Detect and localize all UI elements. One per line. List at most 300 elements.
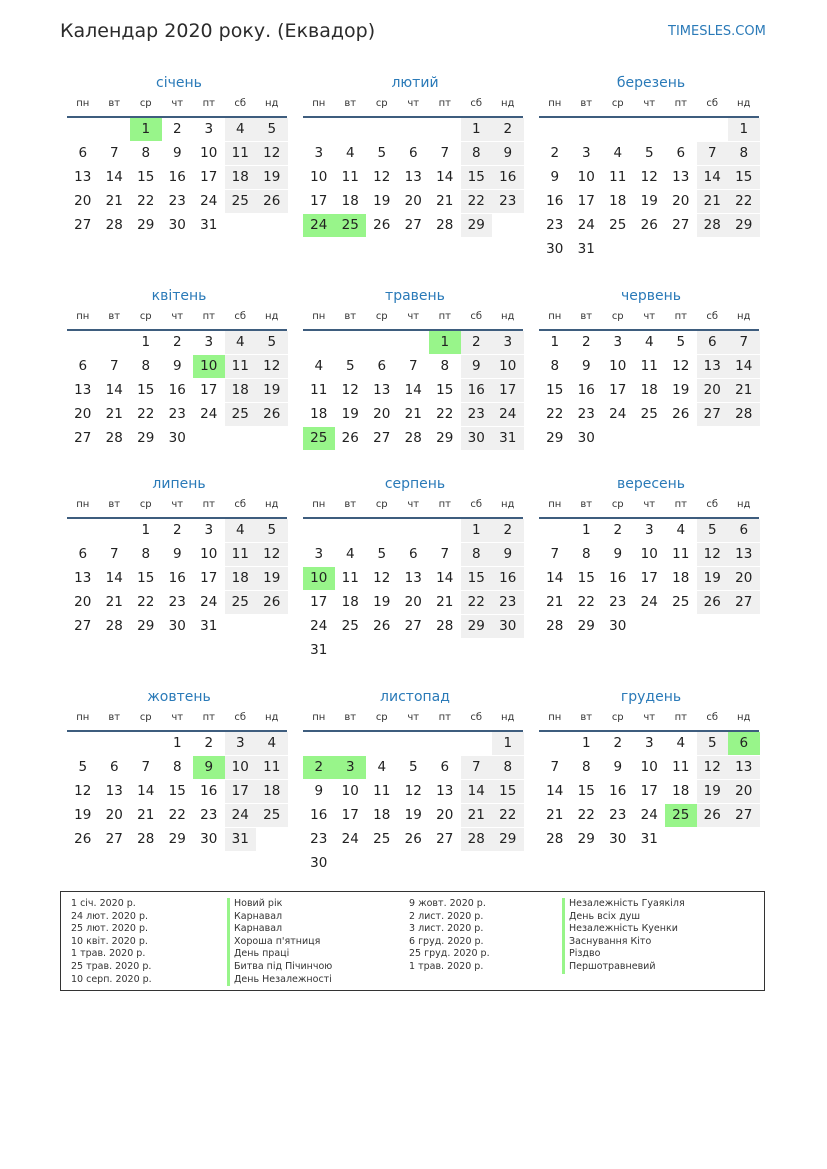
day-cell: 1 bbox=[141, 522, 151, 538]
weekday-label: пн bbox=[548, 98, 562, 109]
day-cell: 3 bbox=[581, 145, 591, 161]
day-cell: 18 bbox=[640, 382, 658, 398]
day-cell: 9 bbox=[492, 543, 524, 566]
weekday-label: пн bbox=[312, 499, 326, 510]
day-cell: 17 bbox=[225, 780, 257, 803]
day-cell: 8 bbox=[581, 759, 591, 775]
day-cell: 25 bbox=[609, 217, 627, 233]
day-cell: 19 bbox=[640, 193, 658, 209]
day-cell: 5 bbox=[345, 358, 355, 374]
weekday-label: пт bbox=[202, 712, 215, 723]
day-cell: 17 bbox=[492, 379, 524, 402]
holiday-day: 10 bbox=[193, 355, 225, 378]
day-cell: 25 bbox=[373, 831, 391, 847]
day-cell: 14 bbox=[105, 169, 123, 185]
day-cell: 1 bbox=[141, 334, 151, 350]
weekday-label: чт bbox=[643, 499, 656, 510]
month-name: березень bbox=[616, 75, 686, 91]
day-cell: 17 bbox=[200, 382, 218, 398]
day-cell: 22 bbox=[436, 406, 454, 422]
site-link[interactable]: TIMESLES.COM bbox=[668, 24, 766, 39]
day-cell: 23 bbox=[492, 591, 524, 614]
day-cell: 1 bbox=[581, 735, 591, 751]
day-cell: 31 bbox=[492, 427, 524, 450]
day-cell: 24 bbox=[640, 807, 658, 823]
day-cell: 27 bbox=[404, 618, 422, 634]
weekday-label: ср bbox=[139, 712, 152, 723]
weekday-label: чт bbox=[407, 311, 420, 322]
month-name: вересень bbox=[616, 476, 686, 492]
day-cell: 20 bbox=[74, 193, 92, 209]
legend-entry: Хороша п'ятниця bbox=[227, 936, 332, 949]
weekday-label: чт bbox=[407, 499, 420, 510]
day-cell: 3 bbox=[644, 735, 654, 751]
month-name: жовтень bbox=[147, 689, 211, 705]
day-cell: 5 bbox=[644, 145, 654, 161]
legend-entry: Новий рік bbox=[227, 898, 332, 911]
day-cell: 31 bbox=[200, 217, 218, 233]
day-cell: 4 bbox=[225, 519, 257, 542]
day-cell: 27 bbox=[105, 831, 123, 847]
day-cell: 2 bbox=[492, 118, 524, 141]
day-cell: 9 bbox=[461, 355, 493, 378]
day-cell: 29 bbox=[728, 214, 760, 237]
day-cell: 1 bbox=[550, 334, 560, 350]
legend-entry: 3 лист. 2020 р. bbox=[409, 923, 484, 935]
day-cell: 30 bbox=[577, 430, 595, 446]
day-cell: 16 bbox=[609, 570, 627, 586]
legend-entry: Незалежність Гуаякіля bbox=[562, 898, 685, 911]
day-cell: 21 bbox=[436, 594, 454, 610]
legend-entry: 10 квіт. 2020 р. bbox=[71, 935, 148, 947]
weekday-label: пн bbox=[76, 98, 90, 109]
day-cell: 17 bbox=[200, 570, 218, 586]
holiday-day: 25 bbox=[303, 427, 335, 450]
legend-names-col-2 bbox=[562, 898, 685, 974]
day-cell: 6 bbox=[78, 145, 88, 161]
day-cell: 24 bbox=[200, 193, 218, 209]
day-cell: 28 bbox=[436, 618, 454, 634]
day-cell: 9 bbox=[172, 145, 182, 161]
day-cell: 22 bbox=[577, 594, 595, 610]
day-cell: 3 bbox=[314, 145, 324, 161]
day-cell: 26 bbox=[640, 217, 658, 233]
legend-dates-col-2 bbox=[409, 898, 490, 974]
day-cell: 6 bbox=[408, 145, 418, 161]
day-cell: 15 bbox=[461, 567, 493, 590]
day-cell: 14 bbox=[728, 355, 760, 378]
day-cell: 18 bbox=[225, 166, 257, 189]
weekday-label: сб bbox=[706, 311, 719, 322]
day-cell: 14 bbox=[404, 382, 422, 398]
day-cell: 17 bbox=[200, 169, 218, 185]
day-cell: 19 bbox=[373, 594, 391, 610]
weekday-label: чт bbox=[643, 98, 656, 109]
day-cell: 10 bbox=[640, 546, 658, 562]
day-cell: 20 bbox=[105, 807, 123, 823]
weekday-label: нд bbox=[737, 98, 751, 109]
day-cell: 23 bbox=[168, 193, 186, 209]
day-cell: 11 bbox=[341, 570, 359, 586]
day-cell: 2 bbox=[492, 519, 524, 542]
day-cell: 30 bbox=[168, 217, 186, 233]
day-cell: 2 bbox=[581, 334, 591, 350]
weekday-label: ср bbox=[139, 311, 152, 322]
day-cell: 12 bbox=[640, 169, 658, 185]
day-cell: 6 bbox=[676, 145, 686, 161]
day-cell: 13 bbox=[74, 382, 92, 398]
day-cell: 19 bbox=[256, 379, 288, 402]
day-cell: 6 bbox=[408, 546, 418, 562]
day-cell: 4 bbox=[644, 334, 654, 350]
day-cell: 20 bbox=[404, 193, 422, 209]
day-cell: 7 bbox=[109, 546, 119, 562]
weekday-label: сб bbox=[234, 712, 247, 723]
day-cell: 6 bbox=[78, 546, 88, 562]
day-cell: 21 bbox=[105, 406, 123, 422]
day-cell: 21 bbox=[728, 379, 760, 402]
weekday-label: вт bbox=[344, 98, 357, 109]
day-cell: 12 bbox=[672, 358, 690, 374]
day-cell: 8 bbox=[492, 756, 524, 779]
day-cell: 21 bbox=[137, 807, 155, 823]
day-cell: 18 bbox=[225, 379, 257, 402]
day-cell: 6 bbox=[697, 331, 729, 354]
day-cell: 28 bbox=[436, 217, 454, 233]
weekday-label: ср bbox=[139, 499, 152, 510]
holiday-day: 9 bbox=[193, 756, 225, 779]
day-cell: 15 bbox=[168, 783, 186, 799]
day-cell: 7 bbox=[550, 546, 560, 562]
legend-entry: 25 трав. 2020 р. bbox=[71, 960, 152, 972]
day-cell: 13 bbox=[74, 570, 92, 586]
day-cell: 1 bbox=[581, 522, 591, 538]
weekday-label: чт bbox=[171, 712, 184, 723]
day-cell: 4 bbox=[314, 358, 324, 374]
day-cell: 14 bbox=[546, 783, 564, 799]
weekday-label: пн bbox=[76, 712, 90, 723]
day-cell: 12 bbox=[341, 382, 359, 398]
day-cell: 26 bbox=[256, 403, 288, 426]
day-cell: 24 bbox=[341, 831, 359, 847]
legend-entry: Першотравневий bbox=[562, 961, 685, 974]
day-cell: 21 bbox=[105, 594, 123, 610]
day-cell: 10 bbox=[609, 358, 627, 374]
day-cell: 27 bbox=[697, 403, 729, 426]
day-cell: 14 bbox=[137, 783, 155, 799]
day-cell: 28 bbox=[105, 430, 123, 446]
legend-entry: 2 лист. 2020 р. bbox=[409, 910, 484, 922]
legend-entry: 25 лют. 2020 р. bbox=[71, 923, 148, 935]
day-cell: 19 bbox=[256, 567, 288, 590]
legend-entry: 1 трав. 2020 р. bbox=[409, 960, 484, 972]
day-cell: 7 bbox=[440, 546, 450, 562]
weekday-label: ср bbox=[611, 712, 624, 723]
day-cell: 5 bbox=[256, 331, 288, 354]
day-cell: 12 bbox=[373, 570, 391, 586]
day-cell: 12 bbox=[74, 783, 92, 799]
day-cell: 2 bbox=[172, 334, 182, 350]
day-cell: 11 bbox=[310, 382, 328, 398]
weekday-label: чт bbox=[171, 499, 184, 510]
day-cell: 12 bbox=[373, 169, 391, 185]
weekday-label: чт bbox=[643, 712, 656, 723]
day-cell: 15 bbox=[728, 166, 760, 189]
legend-entry: 6 груд. 2020 р. bbox=[409, 935, 484, 947]
legend-entry: Битва під Пічинчою bbox=[227, 961, 332, 974]
weekday-label: вт bbox=[108, 311, 121, 322]
day-cell: 11 bbox=[640, 358, 658, 374]
day-cell: 16 bbox=[461, 379, 493, 402]
day-cell: 23 bbox=[168, 406, 186, 422]
day-cell: 11 bbox=[672, 546, 690, 562]
month-name: листопад bbox=[380, 689, 450, 705]
day-cell: 1 bbox=[728, 118, 760, 141]
day-cell: 16 bbox=[168, 570, 186, 586]
month-name: січень bbox=[156, 75, 202, 91]
day-cell: 1 bbox=[461, 118, 493, 141]
day-cell: 15 bbox=[546, 382, 564, 398]
weekday-label: пт bbox=[438, 98, 451, 109]
day-cell: 29 bbox=[137, 217, 155, 233]
weekday-label: пн bbox=[312, 98, 326, 109]
day-cell: 3 bbox=[204, 522, 214, 538]
month-name: грудень bbox=[620, 689, 682, 705]
weekday-label: вт bbox=[108, 712, 121, 723]
holiday-day: 25 bbox=[665, 804, 697, 827]
day-cell: 17 bbox=[341, 807, 359, 823]
day-cell: 2 bbox=[613, 735, 623, 751]
day-cell: 12 bbox=[256, 142, 288, 165]
day-cell: 18 bbox=[225, 567, 257, 590]
day-cell: 20 bbox=[74, 406, 92, 422]
weekday-label: чт bbox=[407, 98, 420, 109]
weekday-label: пт bbox=[674, 499, 687, 510]
month-name: лютий bbox=[391, 75, 439, 91]
day-cell: 4 bbox=[613, 145, 623, 161]
weekday-label: нд bbox=[265, 499, 279, 510]
day-cell: 15 bbox=[137, 169, 155, 185]
page-title: Календар 2020 року. (Еквадор) bbox=[60, 20, 376, 42]
weekday-label: пт bbox=[674, 98, 687, 109]
day-cell: 17 bbox=[609, 382, 627, 398]
day-cell: 13 bbox=[105, 783, 123, 799]
weekday-label: сб bbox=[706, 499, 719, 510]
weekday-label: сб bbox=[234, 98, 247, 109]
day-cell: 13 bbox=[728, 543, 760, 566]
day-cell: 23 bbox=[168, 594, 186, 610]
day-cell: 28 bbox=[728, 403, 760, 426]
day-cell: 31 bbox=[577, 241, 595, 257]
day-cell: 13 bbox=[373, 382, 391, 398]
day-cell: 28 bbox=[137, 831, 155, 847]
day-cell: 23 bbox=[609, 807, 627, 823]
weekday-label: вт bbox=[108, 499, 121, 510]
day-cell: 17 bbox=[577, 193, 595, 209]
weekday-label: ср bbox=[611, 311, 624, 322]
weekday-label: ср bbox=[139, 98, 152, 109]
day-cell: 11 bbox=[225, 543, 257, 566]
legend-entry: 9 жовт. 2020 р. bbox=[409, 898, 486, 909]
month-name: червень bbox=[620, 288, 682, 304]
day-cell: 16 bbox=[310, 807, 328, 823]
weekday-label: пн bbox=[548, 712, 562, 723]
month-name: травень bbox=[385, 288, 445, 304]
day-cell: 23 bbox=[492, 190, 524, 213]
day-cell: 24 bbox=[310, 618, 328, 634]
weekday-label: пт bbox=[438, 712, 451, 723]
day-cell: 8 bbox=[581, 546, 591, 562]
weekday-label: пт bbox=[202, 499, 215, 510]
day-cell: 4 bbox=[377, 759, 387, 775]
month-name: серпень bbox=[384, 476, 446, 492]
weekday-label: сб bbox=[706, 712, 719, 723]
weekday-label: вт bbox=[344, 311, 357, 322]
weekday-label: нд bbox=[737, 712, 751, 723]
legend-entry: Карнавал bbox=[227, 923, 332, 936]
day-cell: 9 bbox=[314, 783, 324, 799]
day-cell: 8 bbox=[550, 358, 560, 374]
day-cell: 10 bbox=[577, 169, 595, 185]
day-cell: 24 bbox=[609, 406, 627, 422]
day-cell: 5 bbox=[676, 334, 686, 350]
day-cell: 28 bbox=[105, 217, 123, 233]
day-cell: 8 bbox=[141, 358, 151, 374]
day-cell: 10 bbox=[310, 169, 328, 185]
day-cell: 16 bbox=[609, 783, 627, 799]
day-cell: 2 bbox=[550, 145, 560, 161]
day-cell: 30 bbox=[168, 618, 186, 634]
day-cell: 24 bbox=[200, 594, 218, 610]
day-cell: 27 bbox=[672, 217, 690, 233]
day-cell: 30 bbox=[461, 427, 493, 450]
weekday-label: нд bbox=[265, 98, 279, 109]
day-cell: 3 bbox=[204, 334, 214, 350]
legend-entry: Карнавал bbox=[227, 911, 332, 924]
day-cell: 16 bbox=[492, 567, 524, 590]
weekday-label: пн bbox=[312, 712, 326, 723]
day-cell: 26 bbox=[256, 190, 288, 213]
day-cell: 19 bbox=[672, 382, 690, 398]
day-cell: 26 bbox=[373, 217, 391, 233]
day-cell: 26 bbox=[256, 591, 288, 614]
day-cell: 5 bbox=[377, 546, 387, 562]
day-cell: 22 bbox=[728, 190, 760, 213]
day-cell: 6 bbox=[728, 519, 760, 542]
day-cell: 23 bbox=[310, 831, 328, 847]
day-cell: 27 bbox=[404, 217, 422, 233]
day-cell: 12 bbox=[256, 543, 288, 566]
legend-entry: 25 груд. 2020 р. bbox=[409, 948, 490, 960]
day-cell: 5 bbox=[256, 118, 288, 141]
day-cell: 25 bbox=[256, 804, 288, 827]
legend-entry: День всіх душ bbox=[562, 911, 685, 924]
day-cell: 7 bbox=[408, 358, 418, 374]
day-cell: 24 bbox=[200, 406, 218, 422]
legend-entry: 1 трав. 2020 р. bbox=[71, 948, 146, 960]
day-cell: 7 bbox=[440, 145, 450, 161]
day-cell: 22 bbox=[137, 594, 155, 610]
day-cell: 8 bbox=[172, 759, 182, 775]
weekday-label: вт bbox=[344, 499, 357, 510]
day-cell: 11 bbox=[225, 142, 257, 165]
day-cell: 22 bbox=[461, 591, 493, 614]
day-cell: 4 bbox=[256, 732, 288, 755]
legend-entry: Незалежність Куенки bbox=[562, 923, 685, 936]
day-cell: 23 bbox=[577, 406, 595, 422]
day-cell: 15 bbox=[461, 166, 493, 189]
month-header-rule bbox=[303, 730, 523, 732]
day-cell: 10 bbox=[200, 546, 218, 562]
day-cell: 13 bbox=[728, 756, 760, 779]
day-cell: 22 bbox=[137, 193, 155, 209]
day-cell: 10 bbox=[492, 355, 524, 378]
holiday-day: 10 bbox=[303, 567, 335, 590]
holiday-day: 1 bbox=[429, 331, 461, 354]
day-cell: 7 bbox=[109, 145, 119, 161]
weekday-label: вт bbox=[580, 311, 593, 322]
day-cell: 17 bbox=[310, 193, 328, 209]
weekday-label: сб bbox=[234, 499, 247, 510]
day-cell: 2 bbox=[613, 522, 623, 538]
day-cell: 5 bbox=[408, 759, 418, 775]
weekday-label: пн bbox=[548, 311, 562, 322]
day-cell: 27 bbox=[728, 804, 760, 827]
day-cell: 11 bbox=[373, 783, 391, 799]
day-cell: 3 bbox=[613, 334, 623, 350]
day-cell: 8 bbox=[440, 358, 450, 374]
day-cell: 16 bbox=[200, 783, 218, 799]
day-cell: 18 bbox=[256, 780, 288, 803]
day-cell: 16 bbox=[168, 382, 186, 398]
weekday-label: ср bbox=[375, 712, 388, 723]
day-cell: 29 bbox=[168, 831, 186, 847]
legend-entry: Різдво bbox=[562, 948, 685, 961]
month-name: липень bbox=[152, 476, 206, 492]
day-cell: 14 bbox=[105, 570, 123, 586]
holiday-day: 1 bbox=[130, 118, 162, 141]
day-cell: 23 bbox=[609, 594, 627, 610]
day-cell: 6 bbox=[377, 358, 387, 374]
day-cell: 25 bbox=[225, 403, 257, 426]
day-cell: 14 bbox=[436, 570, 454, 586]
weekday-label: нд bbox=[265, 712, 279, 723]
weekday-label: вт bbox=[580, 499, 593, 510]
day-cell: 26 bbox=[672, 406, 690, 422]
day-cell: 6 bbox=[78, 358, 88, 374]
day-cell: 5 bbox=[78, 759, 88, 775]
day-cell: 19 bbox=[256, 166, 288, 189]
day-cell: 13 bbox=[404, 570, 422, 586]
day-cell: 30 bbox=[492, 615, 524, 638]
day-cell: 24 bbox=[225, 804, 257, 827]
day-cell: 12 bbox=[256, 355, 288, 378]
weekday-label: чт bbox=[407, 712, 420, 723]
holiday-day: 25 bbox=[335, 214, 367, 237]
day-cell: 28 bbox=[546, 831, 564, 847]
day-cell: 2 bbox=[461, 331, 493, 354]
day-cell: 21 bbox=[697, 190, 729, 213]
day-cell: 11 bbox=[672, 759, 690, 775]
day-cell: 8 bbox=[728, 142, 760, 165]
day-cell: 3 bbox=[225, 732, 257, 755]
day-cell: 4 bbox=[676, 522, 686, 538]
day-cell: 9 bbox=[613, 546, 623, 562]
day-cell: 27 bbox=[436, 831, 454, 847]
day-cell: 23 bbox=[200, 807, 218, 823]
day-cell: 30 bbox=[609, 831, 627, 847]
day-cell: 4 bbox=[345, 145, 355, 161]
